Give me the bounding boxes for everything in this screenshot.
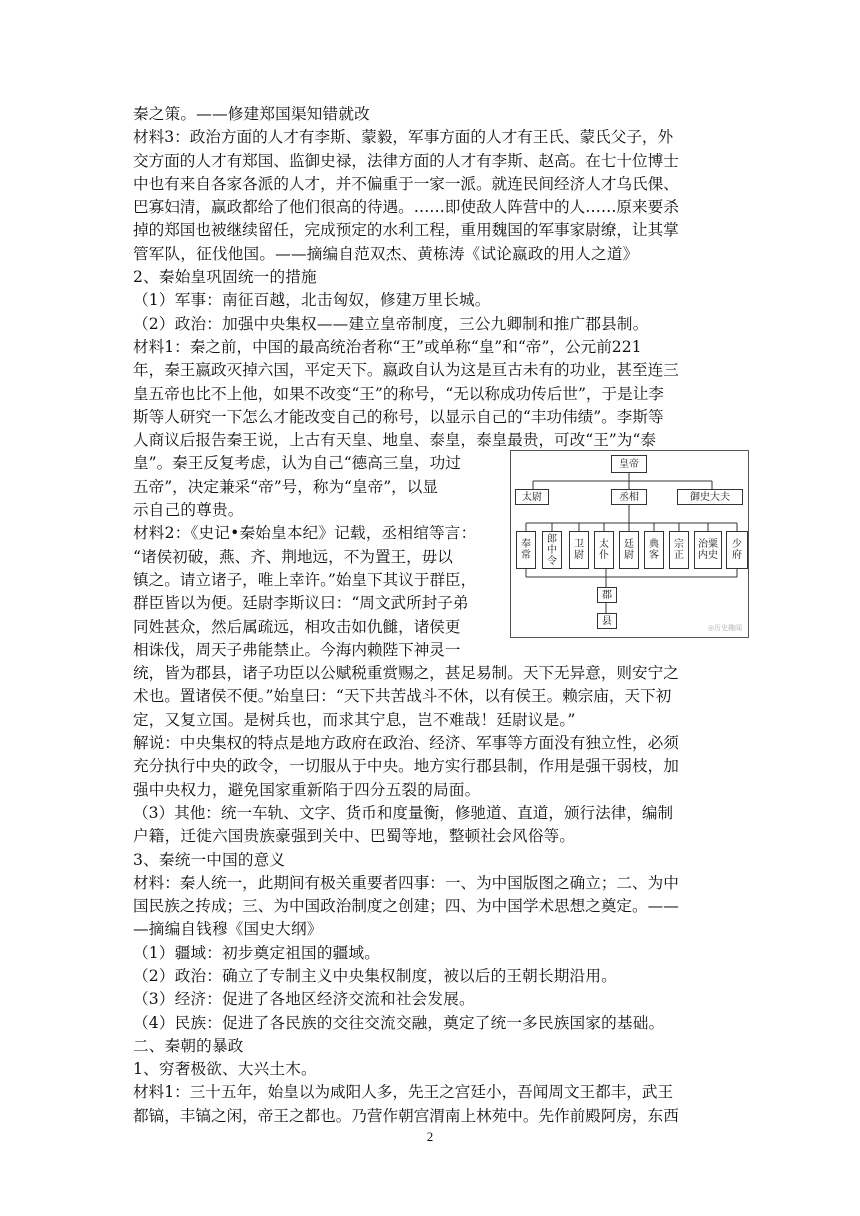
text-line: —摘编自钱穆《国史大纲》	[133, 920, 323, 939]
text-line: （1）疆域：初步奠定祖国的疆域。	[133, 943, 381, 962]
text-line: 统，皆为郡县，诸子功臣以公赋税重赏赐之，甚足易制。天下无异意，则安宁之	[133, 664, 679, 683]
diagram-xian: 县	[597, 613, 617, 629]
text-line: （4）民族：促进了各民族的交往交流交融，奠定了统一多民族国家的基础。	[133, 1013, 665, 1032]
text-line: 二、秦朝的暴政	[133, 1036, 244, 1055]
text-line: 秦之策。——修建郑国渠知错就改	[133, 105, 370, 123]
text-line: 人商议后报告秦王说，上古有天皇、地皇、泰皇，泰皇最贵，可改“王”为“泰	[133, 431, 656, 450]
diagram-watermark: ◎历史趣闻	[707, 624, 742, 632]
text-line: 年，秦王嬴政灭掉六国，平定天下。嬴政自认为这是亘古未有的功业，甚至连三	[133, 361, 679, 380]
diagram-jiuqing-1: 郎中令	[542, 531, 562, 569]
text-line: 掉的郑国也被继续留任，完成预定的水利工程，重用魏国的军事家尉缭，让其掌	[133, 221, 679, 240]
text-line: 中也有来自各家各派的人才，并不偏重于一家一派。就连民间经济人才乌氏倮、	[133, 174, 679, 193]
text-line: 都镐，丰镐之闲，帝王之都也。乃营作朝宫渭南上林苑中。先作前殿阿房，东西	[133, 1106, 679, 1125]
text-line: 户籍，迁徙六国贵族豪强到关中、巴蜀等地，整顿社会风俗等。	[133, 827, 576, 846]
diagram-jiuqing-5: 典客	[644, 531, 664, 569]
diagram-jiuqing-2: 卫尉	[569, 531, 589, 569]
text-line: 材料：秦人统一，此期间有极关重要者四事：一、为中国版图之确立；二、为中	[133, 873, 679, 892]
text-line: 解说：中央集权的特点是地方政府在政治、经济、军事等方面没有独立性，必须	[133, 734, 679, 753]
text-line: 斯等人研究一下怎么才能改变自己的称号，以显示自己的“丰功伟绩”。李斯等	[133, 407, 664, 426]
text-line: 3、秦统一中国的意义	[133, 850, 286, 869]
text-line: （3）其他：统一车轨、文字、货币和度量衡，修驰道、直道，颁行法律，编制	[133, 803, 674, 822]
text-line: 交方面的人才有郑国、监御史禄，法律方面的人才有李斯、赵高。在七十位博士	[133, 151, 679, 170]
diagram-sangong-0: 太尉	[515, 489, 549, 505]
diagram-jiuqing-8: 少府	[726, 531, 748, 569]
text-line: 管军队，征伐他国。——摘编自范双杰、黄栋涛《试论嬴政的用人之道》	[133, 244, 639, 263]
text-line: 材料1：秦之前，中国的最高统治者称“王”或单称“皇”和“帝”，公元前221	[133, 337, 642, 356]
text-line: （2）政治：加强中央集权——建立皇帝制度，三公九卿制和推广郡县制。	[133, 314, 649, 333]
text-line: （1）军事：南征百越，北击匈奴，修建万里长城。	[133, 291, 491, 310]
text-line: 2、秦始皇巩固统一的措施	[133, 268, 317, 287]
text-line: （3）经济：促进了各地区经济交流和社会发展。	[133, 990, 475, 1009]
text-line: （2）政治：确立了专制主义中央集权制度，被以后的王朝长期沿用。	[133, 966, 617, 985]
text-line: 定，又复立国。是树兵也，而求其宁息，岂不难哉！廷尉议是。”	[133, 710, 576, 729]
text-line: 材料1：三十五年，始皇以为咸阳人多，先王之宫廷小，吾闻周文王都丰，武王	[133, 1083, 674, 1102]
diagram-jiuqing-7: 治粟内史	[694, 531, 722, 569]
text-line: 强中央权力，避免国家重新陷于四分五裂的局面。	[133, 780, 481, 799]
diagram-emperor: 皇帝	[611, 455, 647, 473]
diagram-sangong-1: 丞相	[611, 489, 647, 505]
text-line: 皇”。秦王反复考虑，认为自己“德高三皇，功过	[133, 454, 461, 473]
text-line: 1、穷奢极欲、大兴土木。	[133, 1060, 317, 1079]
text-line: “诸侯初破，燕、齐、荆地远，不为置王，毋以	[133, 547, 453, 566]
text-line: 五帝”，决定兼采“帝”号，称为“皇帝”，以显	[133, 477, 438, 496]
text-line: 国民族之抟成；三、为中国政治制度之创建；四、为中国学术思想之奠定。——	[133, 897, 679, 916]
qin-government-structure-diagram	[510, 450, 749, 638]
text-line: 相诛伐，周天子弗能禁止。今海内赖陛下神灵一	[133, 640, 461, 659]
diagram-jiuqing-4: 廷尉	[619, 531, 639, 569]
text-line: 镇之。请立诸子，唯上幸许。”始皇下其议于群臣，	[133, 570, 477, 589]
text-line: 材料2：《史记•秦始皇本纪》记载，丞相绾等言：	[133, 524, 477, 543]
text-line: 充分执行中央的政令，一切服从于中央。地方实行郡县制，作用是强干弱枝，加	[133, 757, 679, 776]
text-line: 群臣皆以为便。廷尉李斯议曰：“周文武所封子弟	[133, 594, 469, 613]
text-line: 巴寡妇清，赢政都给了他们很高的待遇。……即使敌人阵营中的人……原来要杀	[133, 198, 679, 217]
diagram-jun: 郡	[597, 587, 617, 603]
text-line: 材料3：政治方面的人才有李斯、蒙毅，军事方面的人才有王氏、蒙氏父子，外	[133, 128, 674, 147]
text-line: 术也。置诸侯不便。”始皇曰：“天下共苦战斗不休，以有侯王。赖宗庙，天下初	[133, 687, 672, 706]
text-line: 示自己的尊贵。	[133, 501, 244, 520]
diagram-sangong-2: 御史大夫	[677, 489, 743, 505]
diagram-jiuqing-6: 宗正	[669, 531, 689, 569]
text-line: 皇五帝也比不上他，如果不改变“王”的称号，“无以称成功传后世”，于是让李	[133, 384, 664, 403]
diagram-jiuqing-0: 奉常	[516, 531, 536, 569]
text-line: 同姓甚众，然后属疏远，相攻击如仇雠，诸侯更	[133, 617, 461, 636]
diagram-jiuqing-3: 太仆	[594, 531, 614, 569]
page-number: 2	[426, 1129, 434, 1144]
